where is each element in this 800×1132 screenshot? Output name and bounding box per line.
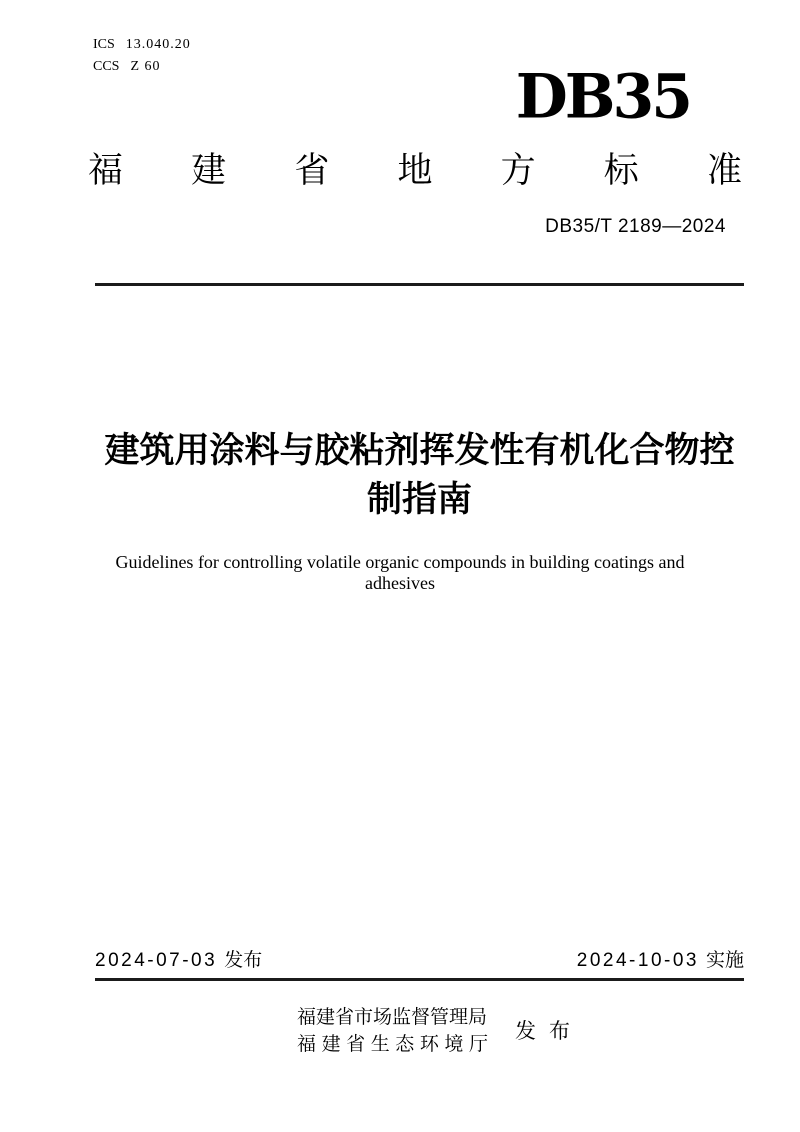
issue-date-group	[95, 949, 262, 973]
issue-label: 发布	[224, 950, 263, 971]
issuer-ecology-environment: 福 建 省 生 态 环 境 厅	[297, 1034, 488, 1055]
date-row	[95, 949, 744, 973]
db35-logo: DB35	[515, 61, 690, 133]
ics-line	[93, 34, 191, 56]
ccs-code: Z 60	[130, 59, 161, 74]
title-english: Guidelines for controlling volatile organic compounds in building coatings and adhesives	[115, 552, 685, 593]
implement-label: 实施	[705, 950, 744, 971]
ccs-line	[93, 56, 191, 78]
issuer-list	[297, 1004, 488, 1058]
standard-type-title: 福 建 省 地 方 标 准	[88, 151, 742, 190]
classification-codes	[93, 34, 191, 78]
publish-label: 发 布	[515, 1019, 570, 1043]
issuer-market-regulation: 福建省市场监督管理局	[297, 1007, 488, 1028]
title-chinese: 建筑用涂料与胶粘剂挥发性有机化合物控制指南	[104, 431, 735, 519]
ics-label: ICS	[93, 37, 115, 52]
implement-date-group	[577, 949, 744, 973]
top-divider-rule	[95, 283, 744, 286]
standard-number: DB35/T 2189—2024	[545, 216, 726, 237]
ics-code: 13.040.20	[125, 37, 191, 52]
ccs-label: CCS	[93, 59, 120, 74]
bottom-divider-rule	[95, 978, 744, 981]
publisher-block	[95, 1004, 744, 1058]
implement-date: 2024-10-03	[576, 950, 699, 971]
issue-date: 2024-07-03	[95, 950, 218, 971]
